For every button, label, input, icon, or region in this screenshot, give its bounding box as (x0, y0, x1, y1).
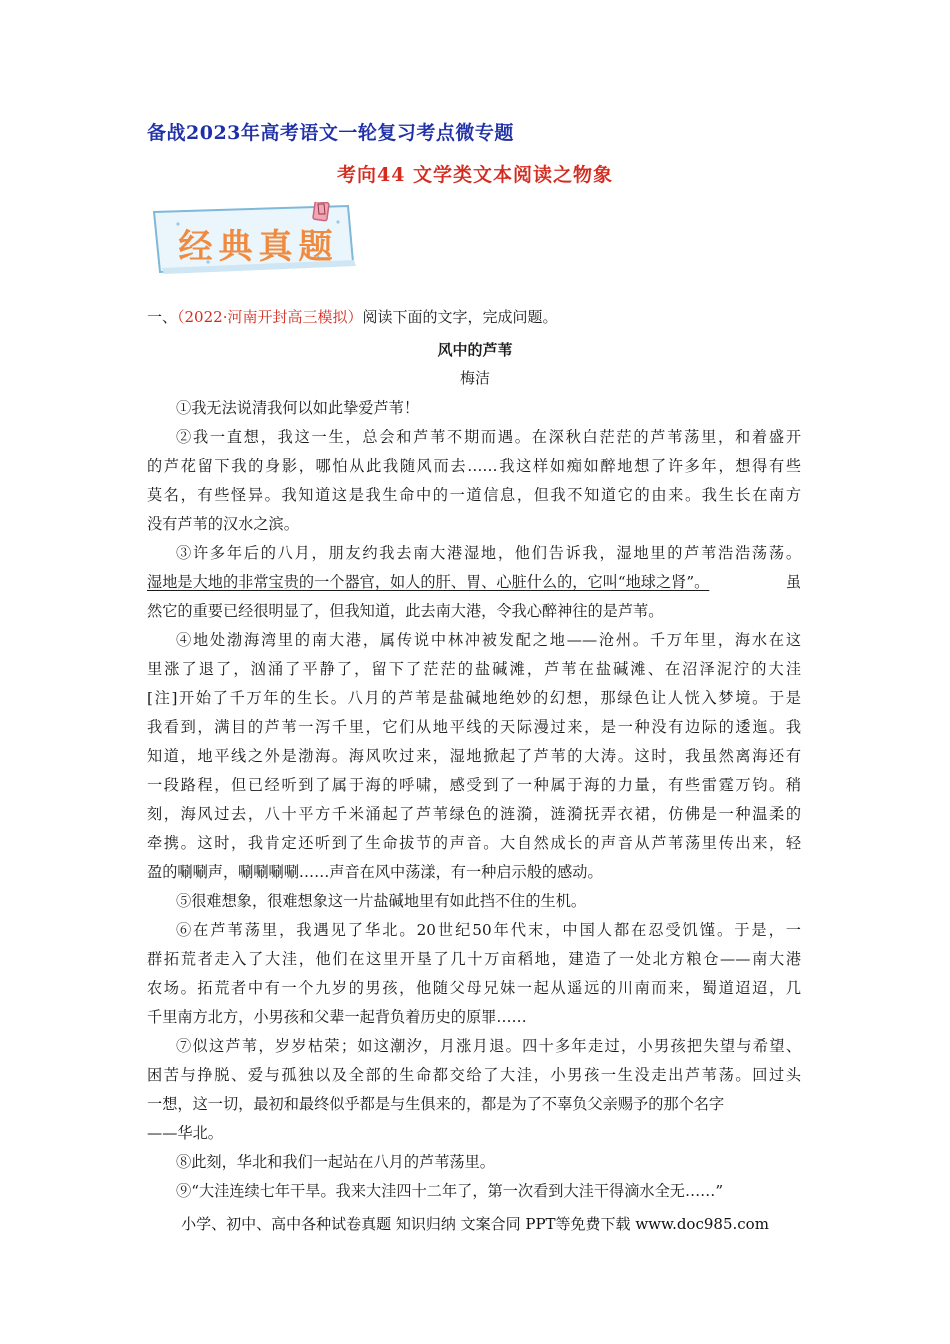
paragraph-line: [注]开始了千万年的生长。八月的芦苇是盐碱地绝妙的幻想，那绿色让人恍入梦境。于是 (147, 689, 801, 707)
paragraph-line: 刻，海风过去，八十平方千米涌起了芦苇绿色的涟漪，涟漪抚弄衣裙，仿佛是一种温柔的 (147, 805, 801, 823)
question-instruction: 阅读下面的文字，完成问题。 (362, 308, 558, 326)
paragraph-line: ①我无法说清我何以如此挚爱芦苇！ (176, 399, 419, 417)
paragraph-line: 我看到，满目的芦苇一泻千里，它们从地平线的天际漫过来，是一种没有边际的逶迤。我 (147, 718, 801, 736)
topic-title: 考向44 文学类文本阅读之物象 (336, 164, 614, 186)
underlined-sentence: 湿地是大地的非常宝贵的一个器官，如人的肝、胃、心脏什么的，它叫“地球之肾”。 (147, 573, 710, 591)
paragraph-line: ②我一直想，我这一生，总会和芦苇不期而遇。在深秋白茫茫的芦苇荡里，和着盛开 (176, 428, 801, 446)
paragraph-line: 的芦花留下我的身影，哪怕从此我随风而去……我这样如痴如醉地想了许多年，想得有些 (147, 457, 801, 475)
series-title: 备战2023年高考语文一轮复习考点微专题 (147, 122, 514, 144)
paragraph-line: ④地处渤海湾里的南大港，属传说中林冲被发配之地——沧州。千万年里，海水在这 (176, 631, 801, 649)
paragraph-line: 农场。拓荒者中有一个九岁的男孩，他随父母兄妹一起从遥远的川南而来，蜀道迢迢，几 (147, 979, 801, 997)
paragraph-line: 牵携。这时，我肯定还听到了生命拔节的声音。大自然成长的声音从芦苇荡里传出来，轻 (147, 834, 801, 852)
paragraph-line: 盈的唰唰声，唰唰唰唰……声音在风中荡漾，有一种启示般的感动。 (147, 863, 603, 881)
article-title: 风中的芦苇 (437, 341, 513, 359)
question-source: （2022·河南开封高三模拟） (177, 308, 363, 326)
paragraph-line: ⑨“大洼连续七年干旱。我来大洼四十二年了，第一次看到大洼干得滴水全无……” (176, 1182, 724, 1200)
paragraph-line: 一想，这一切，最初和最终似乎都是与生俱来的，都是为了不辜负父亲赐予的那个名字 (147, 1095, 725, 1113)
paragraph-line-end: 虽 (785, 573, 801, 591)
paragraph-line: 群拓荒者走入了大洼，他们在这里开垦了几十万亩稻地，建造了一处北方粮仓——南大港 (147, 950, 801, 968)
question-line (147, 306, 557, 327)
paragraph-line: 里涨了退了，汹涌了平静了，留下了茫茫的盐碱滩，芦苇在盐碱滩、在沼泽泥泞的大洼 (147, 660, 801, 678)
paragraph-line: ⑧此刻，华北和我们一起站在八月的芦苇荡里。 (176, 1153, 495, 1171)
section-banner (148, 202, 364, 276)
paragraph-line: ——华北。 (147, 1124, 223, 1142)
question-number: 一、 (147, 308, 178, 326)
paragraph-line: 一段路程，但已经听到了属于海的呼啸，感受到了一种属于海的力量，有些雷霆万钧。稍 (147, 776, 801, 794)
paragraph-line: 然它的重要已经很明显了，但我知道，此去南大港，令我心醉神往的是芦苇。 (147, 602, 664, 620)
paragraph-line: 莫名，有些怪异。我知道这是我生命中的一道信息，但我不知道它的由来。我生长在南方 (147, 486, 801, 504)
paragraph-line: ⑦似这芦苇，岁岁枯荣；如这潮汐，月涨月退。四十多年走过，小男孩把失望与希望、 (176, 1037, 801, 1055)
paragraph-line: ⑤很难想象，很难想象这一片盐碱地里有如此挡不住的生机。 (176, 892, 587, 910)
paragraph-line: 困苦与挣脱、爱与孤独以及全部的生命都交给了大洼，小男孩一生没走出芦苇荡。回过头 (147, 1066, 801, 1084)
banner-label: 经典真题 (178, 227, 339, 267)
paragraph-line: ⑥在芦苇荡里，我遇见了华北。20世纪50年代末，中国人都在忍受饥馑。于是，一 (176, 921, 801, 939)
paragraph-line: 千里南方北方，小男孩和父辈一起背负着历史的原罪…… (147, 1008, 527, 1026)
paragraph-line: ③许多年后的八月，朋友约我去南大港湿地，他们告诉我，湿地里的芦苇浩浩荡荡。 (176, 544, 801, 562)
paragraph-line: 知道，地平线之外是渤海。海风吹过来，湿地掀起了芦苇的大涛。这时，我虽然离海还有 (147, 747, 801, 765)
paragraph-line: 没有芦苇的汉水之滨。 (147, 515, 299, 533)
page-footer: 小学、初中、高中各种试卷真题 知识归纳 文案合同 PPT等免费下载 www.doc985.com (181, 1215, 769, 1233)
article-body (147, 394, 801, 1206)
article-author: 梅洁 (459, 369, 490, 387)
paragraph-line (147, 568, 801, 597)
